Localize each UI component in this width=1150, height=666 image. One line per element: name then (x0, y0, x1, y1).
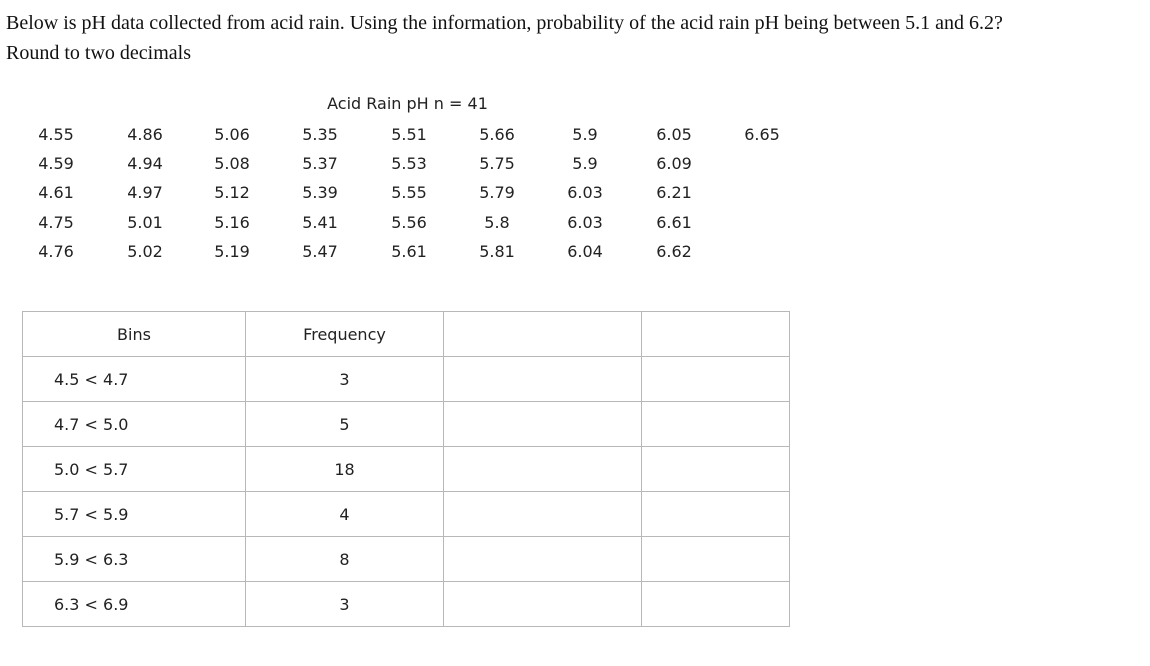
bin-cell: 4.7 < 5.0 (23, 402, 246, 447)
header-frequency: Frequency (246, 312, 444, 357)
bin-cell: 4.5 < 4.7 (23, 357, 246, 402)
ph-value: 5.66 (479, 125, 515, 144)
ph-value: 5.61 (391, 242, 427, 261)
bin-cell: 5.7 < 5.9 (23, 492, 246, 537)
question-line-1: Below is pH data collected from acid rain. Using the information, probability of the acid rain pH being between 5.1 and 6.2? (6, 12, 1003, 34)
empty-cell (444, 357, 642, 402)
table-row (23, 492, 790, 537)
ph-value: 5.75 (479, 154, 515, 173)
ph-value: 5.16 (214, 213, 250, 232)
header-bins: Bins (23, 312, 246, 357)
empty-cell (444, 447, 642, 492)
ph-value: 6.03 (567, 213, 603, 232)
ph-value: 4.94 (127, 154, 163, 173)
ph-value: 5.39 (302, 183, 338, 202)
ph-value: 4.75 (38, 213, 74, 232)
empty-cell (642, 402, 790, 447)
empty-cell (642, 357, 790, 402)
ph-value: 4.55 (38, 125, 74, 144)
ph-value: 6.09 (656, 154, 692, 173)
empty-cell (444, 582, 642, 627)
ph-value: 5.51 (391, 125, 427, 144)
ph-value: 6.62 (656, 242, 692, 261)
empty-cell (444, 492, 642, 537)
bin-cell: 6.3 < 6.9 (23, 582, 246, 627)
ph-value: 5.19 (214, 242, 250, 261)
header-empty-1 (444, 312, 642, 357)
ph-value: 4.76 (38, 242, 74, 261)
ph-value: 5.8 (484, 213, 510, 232)
frequency-cell: 3 (246, 357, 444, 402)
table-row (23, 537, 790, 582)
empty-cell (444, 402, 642, 447)
ph-value: 4.86 (127, 125, 163, 144)
ph-value: 4.59 (38, 154, 74, 173)
ph-value: 5.02 (127, 242, 163, 261)
empty-cell (444, 537, 642, 582)
ph-value: 4.97 (127, 183, 163, 202)
frequency-cell: 4 (246, 492, 444, 537)
empty-cell (642, 492, 790, 537)
bin-cell: 5.0 < 5.7 (23, 447, 246, 492)
data-table-title: Acid Rain pH n = 41 (327, 94, 488, 113)
frequency-cell: 5 (246, 402, 444, 447)
ph-value: 6.03 (567, 183, 603, 202)
ph-value: 5.41 (302, 213, 338, 232)
ph-value: 5.56 (391, 213, 427, 232)
empty-cell (642, 447, 790, 492)
ph-value: 5.79 (479, 183, 515, 202)
frequency-cell: 18 (246, 447, 444, 492)
table-row (23, 357, 790, 402)
bin-cell: 5.9 < 6.3 (23, 537, 246, 582)
ph-value: 5.06 (214, 125, 250, 144)
frequency-cell: 8 (246, 537, 444, 582)
ph-value: 6.05 (656, 125, 692, 144)
frequency-cell: 3 (246, 582, 444, 627)
ph-value: 5.37 (302, 154, 338, 173)
ph-value: 5.35 (302, 125, 338, 144)
ph-value: 6.21 (656, 183, 692, 202)
empty-cell (642, 537, 790, 582)
question-line-2: Round to two decimals (6, 42, 191, 64)
ph-value: 6.04 (567, 242, 603, 261)
table-row (23, 402, 790, 447)
ph-value: 5.47 (302, 242, 338, 261)
ph-value: 6.61 (656, 213, 692, 232)
frequency-table-header-row (23, 312, 790, 357)
header-empty-2 (642, 312, 790, 357)
ph-value: 5.81 (479, 242, 515, 261)
ph-value: 5.12 (214, 183, 250, 202)
ph-value: 6.65 (744, 125, 780, 144)
ph-value: 5.08 (214, 154, 250, 173)
ph-value: 5.9 (572, 154, 598, 173)
ph-value: 5.55 (391, 183, 427, 202)
ph-value: 5.9 (572, 125, 598, 144)
empty-cell (642, 582, 790, 627)
ph-value: 4.61 (38, 183, 74, 202)
table-row (23, 582, 790, 627)
ph-value: 5.53 (391, 154, 427, 173)
question-text (6, 8, 1146, 68)
ph-value: 5.01 (127, 213, 163, 232)
frequency-table (22, 311, 790, 627)
table-row (23, 447, 790, 492)
